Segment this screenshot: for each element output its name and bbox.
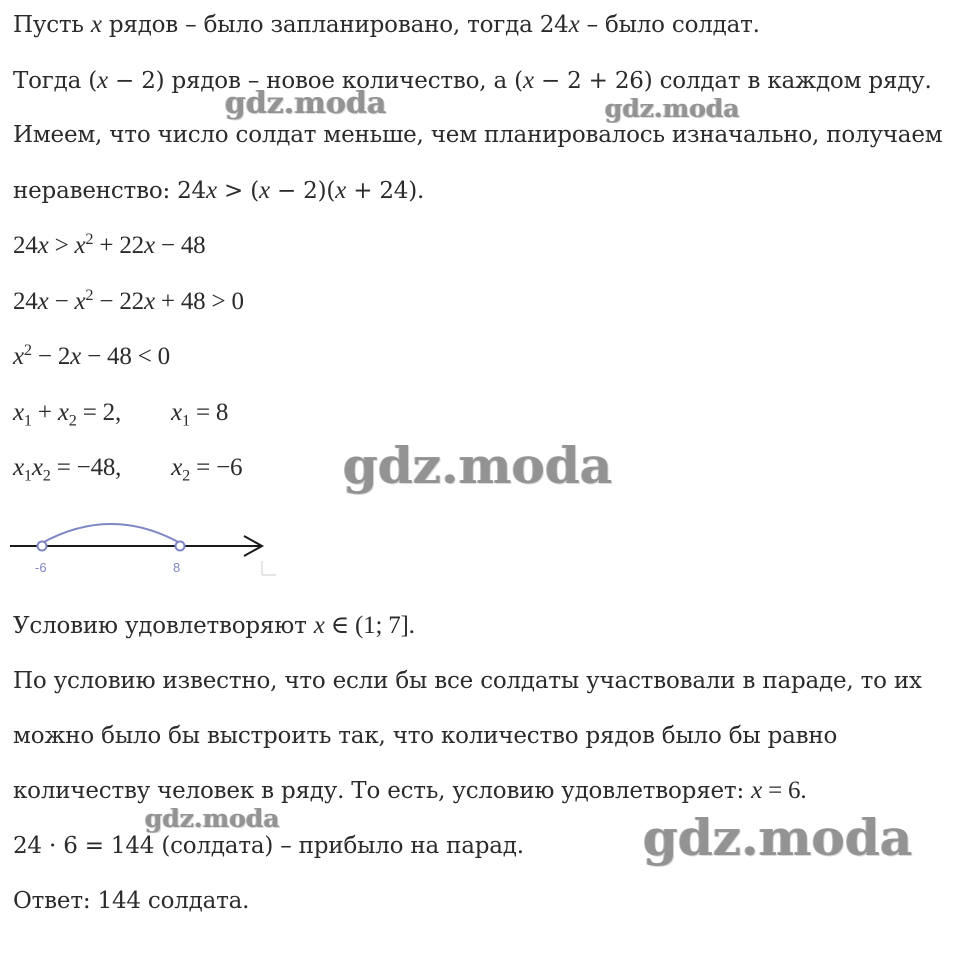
text-fragment: = −6 [190, 454, 243, 481]
equation-line-9 [13, 453, 242, 483]
variable-x: x [335, 177, 347, 204]
variable-x: x [258, 177, 270, 204]
text-fragment: рядов – было запланировано, тогда 24 [101, 12, 569, 38]
text-fragment: количеству человек в ряду. То есть, условию удовлетворяет: [13, 778, 752, 804]
text-fragment: + 24). [346, 178, 425, 204]
text-fragment: 24 · 6 = 144 (солдата) – прибыло на парад. [13, 833, 524, 859]
variable-x: x [90, 11, 102, 38]
label-eight: 8 [173, 560, 181, 575]
variable-x: x [74, 232, 86, 259]
open-point-left [38, 542, 47, 551]
text-fragment: − 2 [31, 343, 71, 370]
text-fragment: − 48 [154, 232, 206, 259]
text-fragment: 24 [13, 288, 38, 315]
text-line-4 [13, 176, 424, 206]
text-line-14 [13, 831, 524, 861]
text-fragment: − 48 < 0 [81, 343, 170, 370]
label-minus-six: -6 [35, 560, 47, 575]
equation-line-8 [13, 398, 228, 428]
equation-line-6 [13, 287, 244, 317]
subscript: 1 [23, 411, 32, 430]
variable-x: x [13, 343, 24, 370]
watermark: gdz.moda [145, 804, 280, 833]
text-fragment: = −48, [50, 454, 122, 481]
number-line-diagram [0, 505, 300, 580]
exponent: 2 [85, 286, 94, 305]
variable-x: x [57, 399, 69, 426]
variable-x: x [37, 232, 49, 259]
text-fragment: Ответ: 144 солдата. [13, 888, 250, 914]
text-line-3 [13, 120, 942, 150]
variable-x: x [313, 612, 325, 639]
subscript: 1 [181, 411, 190, 430]
subscript: 2 [182, 466, 191, 485]
exponent: 2 [23, 341, 32, 360]
text-fragment: неравенство: 24 [13, 178, 206, 204]
variable-x: x [568, 11, 580, 38]
text-fragment: + 22 [93, 232, 144, 259]
text-fragment: Тогда ( [13, 68, 97, 94]
text-line-15 [13, 886, 249, 916]
variable-x: x [751, 777, 763, 804]
variable-x: x [31, 454, 43, 481]
variable-x: x [206, 177, 217, 204]
watermark: gdz.moda [605, 94, 740, 123]
variable-x: x [37, 288, 49, 315]
text-fragment: − [48, 288, 75, 315]
text-fragment: = 6. [762, 777, 807, 804]
variable-x: x [143, 288, 155, 315]
text-fragment: – было солдат. [579, 12, 760, 38]
text-line-12 [13, 721, 837, 751]
exponent: 2 [85, 230, 94, 249]
variable-x: x [171, 454, 183, 481]
text-line-11 [13, 666, 922, 696]
text-line-13 [13, 776, 806, 806]
open-point-right [176, 542, 185, 551]
text-fragment: − 22 [93, 288, 144, 315]
text-fragment: По условию известно, что если бы все солдаты участвовали в параде, то их [13, 668, 922, 694]
text-fragment: = 2, [76, 399, 122, 426]
text-fragment: − 2)( [269, 178, 336, 204]
text-fragment: Имеем, что число солдат меньше, чем планировалось изначально, получаем [13, 122, 943, 148]
text-fragment: > ( [216, 178, 259, 204]
text-line-2 [13, 66, 932, 96]
variable-x: x [143, 232, 155, 259]
text-fragment: + [31, 399, 58, 426]
text-line-10 [13, 611, 415, 641]
variable-x: x [97, 67, 108, 94]
variable-x: x [13, 399, 24, 426]
variable-x: x [13, 454, 24, 481]
variable-x: x [70, 343, 82, 370]
subscript: 1 [23, 466, 32, 485]
equation-line-5 [13, 231, 205, 261]
subscript: 2 [42, 466, 51, 485]
text-line-1 [13, 10, 760, 40]
text-fragment: 24 [13, 232, 38, 259]
text-fragment: ∈ (1; 7]. [324, 612, 415, 639]
watermark: gdz.moda [343, 436, 613, 495]
text-fragment: = 8 [189, 399, 229, 426]
variable-x: x [522, 67, 534, 94]
text-fragment: Пусть [13, 12, 91, 38]
text-fragment: Условию удовлетворяют [13, 613, 314, 639]
text-fragment: > [48, 232, 75, 259]
text-fragment: − 2) рядов – новое количество, а ( [107, 68, 523, 94]
variable-x: x [171, 399, 182, 426]
text-fragment: можно было бы выстроить так, что количество рядов было бы равно [13, 723, 838, 749]
text-fragment: − 2 + 26) солдат в каждом ряду. [533, 68, 932, 94]
variable-x: x [74, 288, 86, 315]
watermark: gdz.moda [643, 808, 913, 867]
text-fragment: + 48 > 0 [154, 288, 244, 315]
equation-line-7 [13, 342, 170, 372]
watermark: gdz.moda [225, 86, 387, 121]
subscript: 2 [68, 411, 77, 430]
interval-arc [42, 524, 180, 543]
